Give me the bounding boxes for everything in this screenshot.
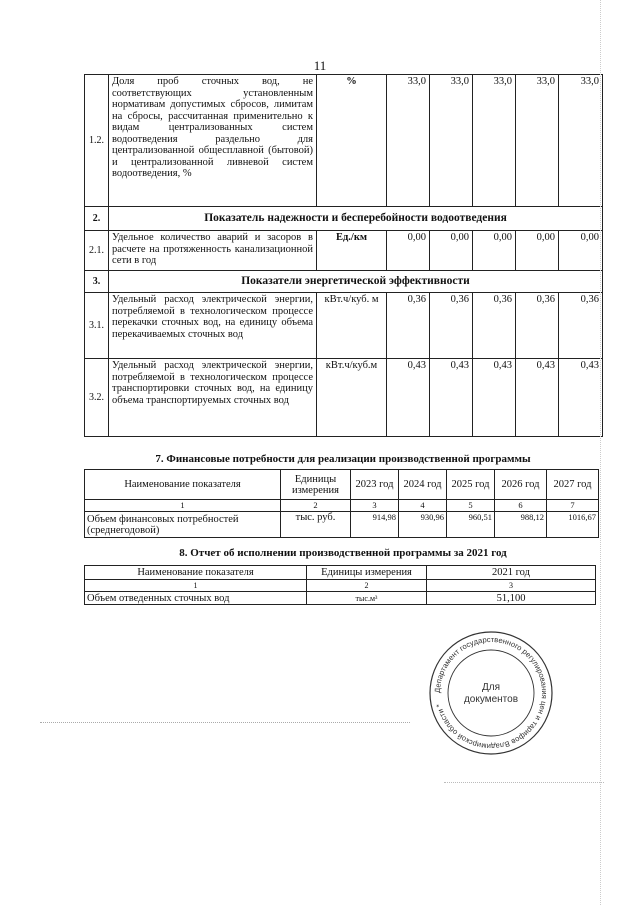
value-cell: 0,36 (430, 293, 473, 359)
section-row (85, 207, 603, 231)
unit-cell: кВт.ч/куб.м (317, 359, 387, 437)
value-cell: 1016,67 (547, 512, 599, 538)
row-number: 3.2. (85, 359, 109, 437)
program-report-table (84, 565, 596, 605)
page-number: 11 (313, 58, 327, 73)
indicator-description: Удельное количество аварий и засоров в расчете на протяженность канализационной сети в год (109, 231, 317, 271)
column-header: 2021 год (427, 566, 596, 580)
stamp-text: документов (463, 694, 519, 705)
indicator-description: Удельный расход электрической энергии, потребляемой в технологическом процессе транспортировки сточных вод, на единицу объема транспортируемых сточных вод (109, 359, 317, 437)
column-header: Единицы измерения (281, 470, 351, 500)
value-cell: 0,43 (516, 359, 559, 437)
column-number: 7 (547, 500, 599, 512)
section-title: Показатель надежности и бесперебойности водоотведения (109, 207, 603, 231)
value-cell: 0,43 (559, 359, 603, 437)
value-cell: 33,0 (559, 75, 603, 207)
value-cell: 914,98 (351, 512, 399, 538)
value-cell: 33,0 (516, 75, 559, 207)
value-cell: 0,36 (387, 293, 430, 359)
value-cell: 33,0 (430, 75, 473, 207)
stamp-text: Для (481, 682, 501, 693)
column-header: Единицы измерения (307, 566, 427, 580)
value-cell: 0,00 (473, 231, 516, 271)
column-number: 4 (399, 500, 447, 512)
column-header: 2027 год (547, 470, 599, 500)
section-7-heading: 7. Финансовые потребности для реализации производственной программы (155, 453, 531, 465)
column-number: 5 (447, 500, 495, 512)
column-header: Наименование показателя (85, 566, 307, 580)
column-header: 2023 год (351, 470, 399, 500)
value-cell: 0,36 (473, 293, 516, 359)
column-number: 3 (427, 580, 596, 592)
dotted-line (40, 722, 410, 723)
value-cell: 988,12 (495, 512, 547, 538)
table-header-row (85, 566, 596, 580)
value-cell: 930,96 (399, 512, 447, 538)
column-header: 2026 год (495, 470, 547, 500)
column-number: 1 (85, 500, 281, 512)
column-number-row (85, 500, 599, 512)
value-cell: 0,00 (559, 231, 603, 271)
dotted-line (444, 782, 604, 783)
unit-cell: кВт.ч/куб. м (317, 293, 387, 359)
row-name: Объем отведенных сточных вод (85, 592, 307, 605)
stamp-ring-text: Департамент государственного регулирования цен и тарифов Владимирской области * (432, 634, 550, 752)
section-number: 3. (85, 271, 109, 293)
column-number-row (85, 580, 596, 592)
indicators-table (84, 74, 603, 437)
value-cell: 0,36 (516, 293, 559, 359)
row-name: Объем финансовых потребностей (среднегодовой) (85, 512, 281, 538)
financial-needs-table (84, 469, 599, 538)
unit-cell: Ед./км (317, 231, 387, 271)
column-header: 2024 год (399, 470, 447, 500)
table-row (85, 231, 603, 271)
column-number: 6 (495, 500, 547, 512)
column-number: 3 (351, 500, 399, 512)
table-row (85, 75, 603, 207)
value-cell: 0,00 (516, 231, 559, 271)
value-cell: 0,00 (387, 231, 430, 271)
table-row (85, 359, 603, 437)
value-cell: 33,0 (387, 75, 430, 207)
row-number: 1.2. (85, 75, 109, 207)
column-number: 1 (85, 580, 307, 592)
svg-text:Департамент государственного р (433, 635, 549, 751)
value-cell: 51,100 (427, 592, 596, 605)
value-cell: 33,0 (473, 75, 516, 207)
unit-cell: тыс. руб. (281, 512, 351, 538)
value-cell: 0,43 (387, 359, 430, 437)
value-cell: 0,43 (473, 359, 516, 437)
value-cell: 0,00 (430, 231, 473, 271)
value-cell: 960,51 (447, 512, 495, 538)
unit-cell: тыс.м³ (307, 592, 427, 605)
section-8-heading: 8. Отчет об исполнении производственной программы за 2021 год (179, 547, 507, 559)
column-header: Наименование показателя (85, 470, 281, 500)
section-number: 2. (85, 207, 109, 231)
row-number: 3.1. (85, 293, 109, 359)
column-number: 2 (281, 500, 351, 512)
column-number: 2 (307, 580, 427, 592)
section-title: Показатели энергетической эффективности (109, 271, 603, 293)
official-stamp (428, 630, 554, 756)
table-header-row (85, 470, 599, 500)
table-row (85, 592, 596, 605)
value-cell: 0,43 (430, 359, 473, 437)
unit-cell: % (317, 75, 387, 207)
table-row (85, 512, 599, 538)
value-cell: 0,36 (559, 293, 603, 359)
indicator-description: Доля проб сточных вод, не соответствующих установленным нормативам допустимых сбросов, лимитам на сбросы, рассчитанная применительно к видам централизованных систем водоотведения раздельно для централизованной общесплавной (бытовой) и централизованной ливневой систем водоотведения, % (109, 75, 317, 207)
row-number: 2.1. (85, 231, 109, 271)
column-header: 2025 год (447, 470, 495, 500)
indicator-description: Удельный расход электрической энергии, потребляемой в технологическом процессе перекачки сточных вод, на единицу объема перекачиваемых сточных вод (109, 293, 317, 359)
page-edge-line (600, 0, 601, 905)
table-row (85, 293, 603, 359)
section-row (85, 271, 603, 293)
